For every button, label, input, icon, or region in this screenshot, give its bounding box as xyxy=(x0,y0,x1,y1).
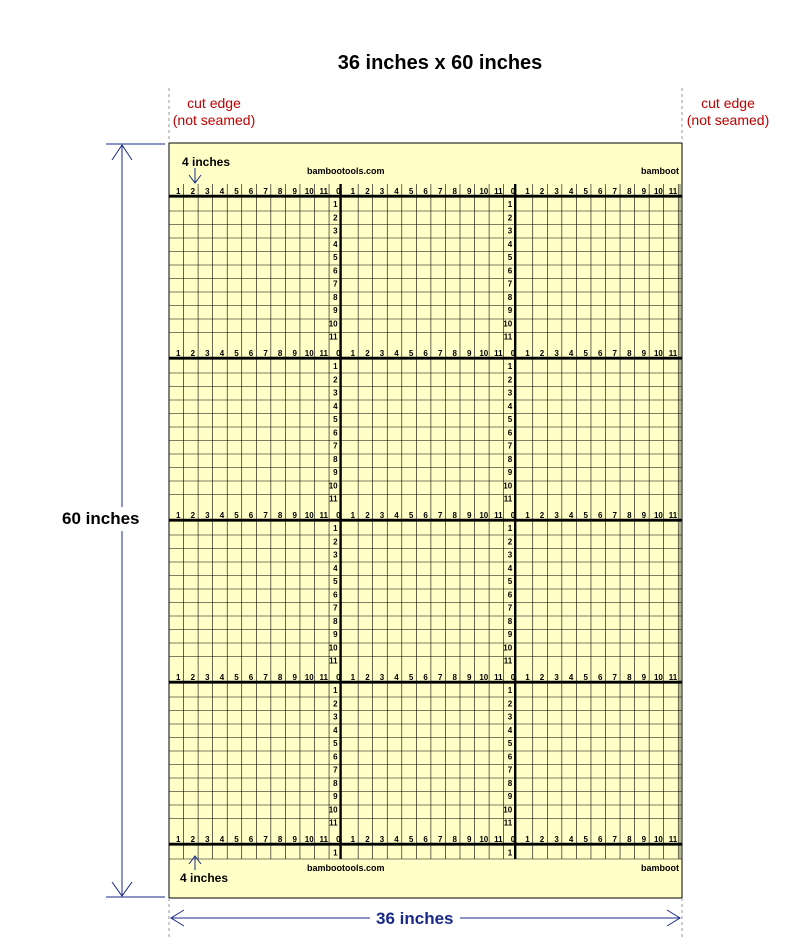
ruler-number-top: 2 xyxy=(539,835,545,844)
ruler-number-top: 5 xyxy=(234,835,239,844)
ruler-number-side: 2 xyxy=(507,375,513,385)
ruler-number-top: 1 xyxy=(525,187,530,196)
ruler-number-side: 8 xyxy=(333,292,338,302)
ruler-number-side: 1 xyxy=(333,362,338,372)
ruler-number-top: 10 xyxy=(304,673,314,682)
ruler-number-top: 9 xyxy=(641,187,647,196)
ruler-number-top: 0 xyxy=(336,673,341,682)
ruler-number-top: 5 xyxy=(234,673,239,682)
cut-edge-line1: cut edge xyxy=(187,95,241,111)
ruler-number-top: 2 xyxy=(365,511,370,520)
ruler-number-side: 11 xyxy=(503,656,513,666)
ruler-number-top: 9 xyxy=(292,835,297,844)
ruler-number-top: 8 xyxy=(452,673,457,682)
ruler-number-top: 8 xyxy=(627,835,632,844)
ruler-number-top: 11 xyxy=(494,673,503,682)
ruler-number-top: 8 xyxy=(452,187,457,196)
ruler-number-top: 2 xyxy=(539,673,545,682)
ruler-number-top: 11 xyxy=(494,511,503,520)
ruler-number-top: 9 xyxy=(467,349,472,358)
ruler-number-top: 4 xyxy=(568,349,574,358)
ruler-number-top: 2 xyxy=(539,187,545,196)
ruler-number-top: 4 xyxy=(394,187,399,196)
ruler-number-top: 7 xyxy=(263,187,268,196)
ruler-number-side: 5 xyxy=(333,577,338,587)
ruler-number-top: 6 xyxy=(248,349,254,358)
ruler-number-top: 10 xyxy=(653,673,663,682)
ruler-number-top: 9 xyxy=(467,511,472,520)
ruler-number-top: 3 xyxy=(205,835,210,844)
ruler-number-top: 0 xyxy=(510,673,516,682)
ruler-number-side: 11 xyxy=(329,818,338,828)
ruler-number-side: 10 xyxy=(328,805,338,815)
ruler-number-side: 10 xyxy=(328,319,338,329)
ruler-number-top: 0 xyxy=(336,511,341,520)
ruler-number-top: 10 xyxy=(653,187,663,196)
ruler-number-side: 9 xyxy=(333,468,338,478)
ruler-number-side: 2 xyxy=(333,699,338,709)
ruler-number-side: 4 xyxy=(507,725,513,735)
ruler-number-side: 6 xyxy=(507,266,513,276)
ruler-number-side: 5 xyxy=(507,739,513,749)
ruler-number-side: 1 xyxy=(507,848,513,858)
ruler-number-top: 3 xyxy=(554,673,559,682)
ruler-number-side: 10 xyxy=(503,643,513,653)
ruler-number-top: 10 xyxy=(304,835,314,844)
ruler-number-top: 7 xyxy=(612,187,618,196)
ruler-number-top: 9 xyxy=(467,835,472,844)
ruler-number-top: 6 xyxy=(597,187,603,196)
ruler-number-side: 6 xyxy=(507,590,513,600)
ruler-number-top: 9 xyxy=(292,187,297,196)
ruler-number-top: 6 xyxy=(423,349,428,358)
ruler-number-top: 3 xyxy=(205,673,210,682)
ruler-number-side: 2 xyxy=(507,537,513,547)
ruler-number-side: 4 xyxy=(333,563,338,573)
ruler-number-top: 8 xyxy=(452,349,457,358)
height-label: 60 inches xyxy=(62,507,140,531)
ruler-number-top: 6 xyxy=(248,511,254,520)
ruler-number-top: 3 xyxy=(379,187,385,196)
ruler-number-side: 3 xyxy=(333,550,338,560)
ruler-number-side: 11 xyxy=(329,332,338,342)
ruler-number-top: 9 xyxy=(641,835,647,844)
ruler-number-top: 1 xyxy=(176,511,181,520)
ruler-number-side: 6 xyxy=(333,752,338,762)
ruler-number-top: 1 xyxy=(176,673,181,682)
ruler-number-side: 8 xyxy=(507,778,513,788)
ruler-number-top: 8 xyxy=(627,673,632,682)
ruler-number-top: 4 xyxy=(219,511,225,520)
ruler-number-top: 11 xyxy=(319,673,329,682)
ruler-number-top: 2 xyxy=(365,673,370,682)
ruler-number-top: 3 xyxy=(554,187,559,196)
ruler-number-side: 7 xyxy=(333,441,338,451)
ruler-number-top: 4 xyxy=(219,349,225,358)
ruler-number-top: 8 xyxy=(452,511,457,520)
ruler-number-side: 7 xyxy=(507,603,513,613)
ruler-number-top: 4 xyxy=(568,673,574,682)
ruler-number-top: 10 xyxy=(479,511,489,520)
ruler-number-side: 6 xyxy=(507,752,513,762)
ruler-number-side: 5 xyxy=(333,415,338,425)
ruler-number-top: 8 xyxy=(277,349,283,358)
ruler-number-side: 1 xyxy=(507,686,513,696)
ruler-number-side: 1 xyxy=(507,362,513,372)
ruler-number-top: 9 xyxy=(292,673,297,682)
ruler-number-side: 7 xyxy=(507,441,513,451)
ruler-number-top: 5 xyxy=(408,835,414,844)
ruler-number-top: 2 xyxy=(190,835,196,844)
ruler-number-side: 11 xyxy=(503,332,513,342)
ruler-number-top: 6 xyxy=(597,835,603,844)
ruler-number-top: 6 xyxy=(597,673,603,682)
ruler-number-top: 0 xyxy=(336,187,341,196)
ruler-number-top: 5 xyxy=(408,187,414,196)
ruler-number-side: 2 xyxy=(507,699,513,709)
ruler-number-top: 3 xyxy=(205,511,210,520)
ruler-number-top: 8 xyxy=(277,835,283,844)
ruler-number-top: 9 xyxy=(641,349,647,358)
ruler-number-top: 6 xyxy=(423,835,428,844)
ruler-number-top: 6 xyxy=(423,511,428,520)
ruler-number-side: 1 xyxy=(507,200,513,210)
ruler-number-top: 8 xyxy=(277,673,283,682)
ruler-number-top: 4 xyxy=(568,835,574,844)
ruler-number-top: 3 xyxy=(379,673,385,682)
ruler-number-top: 2 xyxy=(190,349,196,358)
ruler-number-top: 1 xyxy=(525,511,530,520)
ruler-number-top: 5 xyxy=(234,187,239,196)
ruler-number-side: 6 xyxy=(507,428,513,438)
ruler-number-top: 11 xyxy=(319,511,329,520)
ruler-number-side: 9 xyxy=(507,792,513,802)
ruler-number-top: 9 xyxy=(641,511,647,520)
ruler-number-top: 5 xyxy=(583,511,588,520)
site-text-bottom: bambootools.com xyxy=(307,863,385,873)
ruler-number-side: 9 xyxy=(333,306,338,316)
ruler-number-top: 10 xyxy=(479,835,489,844)
ruler-number-top: 1 xyxy=(350,835,356,844)
ruler-number-top: 11 xyxy=(668,187,678,196)
ruler-number-side: 5 xyxy=(507,253,513,263)
ruler-number-top: 7 xyxy=(437,673,443,682)
ruler-number-top: 10 xyxy=(653,511,663,520)
ruler-number-side: 2 xyxy=(333,375,338,385)
site-text-top-clipped: bamboot xyxy=(641,166,679,176)
ruler-number-top: 0 xyxy=(510,187,516,196)
ruler-number-side: 11 xyxy=(503,818,513,828)
page-title: 36 inches x 60 inches xyxy=(337,52,543,74)
ruler-number-side: 3 xyxy=(507,712,513,722)
ruler-number-top: 3 xyxy=(205,187,210,196)
ruler-number-top: 11 xyxy=(668,673,678,682)
ruler-number-side: 9 xyxy=(333,792,338,802)
ruler-number-top: 5 xyxy=(583,187,588,196)
ruler-number-side: 10 xyxy=(503,481,513,491)
ruler-number-side: 7 xyxy=(507,765,513,775)
ruler-number-top: 7 xyxy=(263,511,268,520)
ruler-number-side: 5 xyxy=(333,739,338,749)
ruler-number-top: 6 xyxy=(423,187,428,196)
ruler-number-top: 11 xyxy=(319,187,329,196)
ruler-number-top: 1 xyxy=(525,835,530,844)
ruler-number-side: 4 xyxy=(333,239,338,249)
ruler-number-top: 11 xyxy=(668,349,678,358)
ruler-number-side: 3 xyxy=(507,550,513,560)
ruler-number-top: 1 xyxy=(176,187,181,196)
ruler-number-top: 5 xyxy=(583,673,588,682)
ruler-number-top: 2 xyxy=(365,187,370,196)
ruler-number-top: 7 xyxy=(437,511,443,520)
ruler-number-top: 7 xyxy=(612,511,618,520)
ruler-number-side: 1 xyxy=(333,200,338,210)
ruler-number-top: 0 xyxy=(510,349,516,358)
ruler-number-side: 1 xyxy=(507,524,513,534)
cut-edge-line2: (not seamed) xyxy=(172,112,256,128)
ruler-number-side: 9 xyxy=(507,468,513,478)
ruler-number-top: 8 xyxy=(627,511,632,520)
ruler-number-side: 8 xyxy=(507,616,513,626)
ruler-number-side: 10 xyxy=(328,481,338,491)
ruler-number-top: 7 xyxy=(612,349,618,358)
ruler-number-top: 11 xyxy=(668,835,678,844)
ruler-number-top: 0 xyxy=(510,511,516,520)
ruler-number-side: 10 xyxy=(503,319,513,329)
ruler-number-side: 6 xyxy=(333,428,338,438)
ruler-number-side: 3 xyxy=(507,226,513,236)
ruler-number-side: 9 xyxy=(507,306,513,316)
ruler-number-side: 1 xyxy=(333,848,338,858)
ruler-number-top: 4 xyxy=(568,511,574,520)
ruler-number-top: 10 xyxy=(479,187,489,196)
ruler-number-top: 5 xyxy=(583,835,588,844)
ruler-number-top: 8 xyxy=(277,511,283,520)
ruler-number-top: 7 xyxy=(437,187,443,196)
ruler-number-top: 2 xyxy=(190,673,196,682)
ruler-number-top: 9 xyxy=(467,187,472,196)
ruler-number-top: 9 xyxy=(641,673,647,682)
ruler-number-side: 6 xyxy=(333,266,338,276)
ruler-number-top: 1 xyxy=(176,835,181,844)
ruler-number-top: 0 xyxy=(336,835,341,844)
ruler-number-top: 9 xyxy=(467,673,472,682)
ruler-number-top: 5 xyxy=(583,349,588,358)
ruler-number-top: 6 xyxy=(597,349,603,358)
ruler-number-top: 3 xyxy=(554,349,559,358)
ruler-number-side: 5 xyxy=(507,415,513,425)
ruler-number-side: 4 xyxy=(507,401,513,411)
ruler-number-side: 6 xyxy=(333,590,338,600)
ruler-number-top: 8 xyxy=(627,349,632,358)
ruler-number-top: 1 xyxy=(350,187,356,196)
cut-edge-line2: (not seamed) xyxy=(686,112,770,128)
ruler-number-top: 1 xyxy=(350,673,356,682)
ruler-number-top: 11 xyxy=(494,835,503,844)
ruler-number-side: 2 xyxy=(333,213,338,223)
ruler-number-top: 3 xyxy=(379,835,385,844)
ruler-number-side: 10 xyxy=(328,643,338,653)
ruler-number-top: 2 xyxy=(365,349,370,358)
ruler-number-side: 4 xyxy=(333,725,338,735)
ruler-number-side: 9 xyxy=(333,630,338,640)
ruler-number-top: 5 xyxy=(408,349,414,358)
ruler-number-top: 10 xyxy=(653,349,663,358)
ruler-number-side: 4 xyxy=(507,239,513,249)
site-text-top: bambootools.com xyxy=(307,166,385,176)
ruler-number-top: 10 xyxy=(653,835,663,844)
ruler-number-top: 3 xyxy=(554,835,559,844)
ruler-number-top: 4 xyxy=(219,673,225,682)
ruler-number-side: 7 xyxy=(333,279,338,289)
ruler-number-side: 5 xyxy=(333,253,338,263)
ruler-number-top: 0 xyxy=(336,349,341,358)
ruler-number-top: 1 xyxy=(525,349,530,358)
ruler-number-top: 7 xyxy=(437,835,443,844)
ruler-number-top: 5 xyxy=(408,511,414,520)
ruler-number-side: 4 xyxy=(333,401,338,411)
ruler-number-top: 8 xyxy=(277,187,283,196)
ruler-number-top: 4 xyxy=(394,835,399,844)
width-label: 36 inches xyxy=(370,909,460,929)
ruler-number-side: 8 xyxy=(333,778,338,788)
ruler-number-top: 6 xyxy=(248,835,254,844)
ruler-number-side: 1 xyxy=(333,524,338,534)
ruler-number-side: 7 xyxy=(333,603,338,613)
ruler-number-top: 11 xyxy=(319,349,329,358)
ruler-number-top: 4 xyxy=(394,673,399,682)
ruler-number-top: 8 xyxy=(452,835,457,844)
ruler-number-top: 2 xyxy=(365,835,370,844)
ruler-number-top: 2 xyxy=(539,349,545,358)
ruler-number-top: 7 xyxy=(437,349,443,358)
site-text-bottom-clipped: bamboot xyxy=(641,863,679,873)
ruler-number-top: 3 xyxy=(205,349,210,358)
ruler-number-top: 4 xyxy=(219,835,225,844)
ruler-number-top: 10 xyxy=(304,187,314,196)
ruler-number-top: 8 xyxy=(627,187,632,196)
ruler-number-side: 8 xyxy=(507,454,513,464)
ruler-number-side: 3 xyxy=(507,388,513,398)
ruler-number-top: 4 xyxy=(394,511,399,520)
ruler-number-side: 3 xyxy=(333,226,338,236)
ruler-number-top: 11 xyxy=(494,187,503,196)
ruler-number-top: 6 xyxy=(248,187,254,196)
ruler-number-top: 7 xyxy=(612,673,618,682)
ruler-number-side: 10 xyxy=(503,805,513,815)
ruler-number-top: 1 xyxy=(350,511,356,520)
ruler-number-top: 6 xyxy=(248,673,254,682)
ruler-number-top: 1 xyxy=(350,349,356,358)
ruler-number-side: 2 xyxy=(333,537,338,547)
ruler-number-top: 9 xyxy=(292,511,297,520)
bottom-margin-label: 4 inches xyxy=(180,871,229,885)
ruler-number-top: 10 xyxy=(479,673,489,682)
ruler-number-top: 10 xyxy=(304,511,314,520)
ruler-number-side: 1 xyxy=(333,686,338,696)
ruler-number-top: 2 xyxy=(190,187,196,196)
ruler-number-top: 7 xyxy=(263,673,268,682)
ruler-number-top: 6 xyxy=(597,511,603,520)
ruler-number-side: 3 xyxy=(333,388,338,398)
ruler-number-top: 4 xyxy=(568,187,574,196)
cut-edge-line1: cut edge xyxy=(701,95,755,111)
ruler-number-side: 7 xyxy=(333,765,338,775)
ruler-number-top: 11 xyxy=(668,511,678,520)
ruler-number-side: 11 xyxy=(503,494,513,504)
ruler-number-top: 1 xyxy=(176,349,181,358)
ruler-number-side: 4 xyxy=(507,563,513,573)
ruler-number-top: 9 xyxy=(292,349,297,358)
ruler-number-top: 2 xyxy=(539,511,545,520)
ruler-number-top: 5 xyxy=(234,349,239,358)
ruler-number-side: 3 xyxy=(333,712,338,722)
ruler-number-side: 7 xyxy=(507,279,513,289)
ruler-number-top: 1 xyxy=(525,673,530,682)
ruler-number-side: 8 xyxy=(333,454,338,464)
ruler-number-top: 7 xyxy=(263,349,268,358)
ruler-number-top: 7 xyxy=(263,835,268,844)
ruler-number-side: 2 xyxy=(507,213,513,223)
ruler-number-top: 3 xyxy=(379,349,385,358)
ruler-number-top: 0 xyxy=(510,835,516,844)
ruler-number-top: 11 xyxy=(494,349,503,358)
ruler-number-top: 5 xyxy=(408,673,414,682)
ruler-number-top: 5 xyxy=(234,511,239,520)
ruler-number-top: 4 xyxy=(219,187,225,196)
ruler-number-top: 3 xyxy=(379,511,385,520)
ruler-number-side: 9 xyxy=(507,630,513,640)
ruler-number-top: 10 xyxy=(304,349,314,358)
ruler-number-side: 8 xyxy=(333,616,338,626)
ruler-number-top: 3 xyxy=(554,511,559,520)
ruler-number-side: 5 xyxy=(507,577,513,587)
ruler-number-top: 6 xyxy=(423,673,428,682)
ruler-number-top: 10 xyxy=(479,349,489,358)
ruler-number-side: 11 xyxy=(329,656,338,666)
ruler-number-side: 11 xyxy=(329,494,338,504)
ruler-number-side: 8 xyxy=(507,292,513,302)
ruler-number-top: 2 xyxy=(190,511,196,520)
top-margin-label: 4 inches xyxy=(182,155,231,169)
ruler-number-top: 11 xyxy=(319,835,329,844)
ruler-number-top: 7 xyxy=(612,835,618,844)
ruler-number-top: 4 xyxy=(394,349,399,358)
